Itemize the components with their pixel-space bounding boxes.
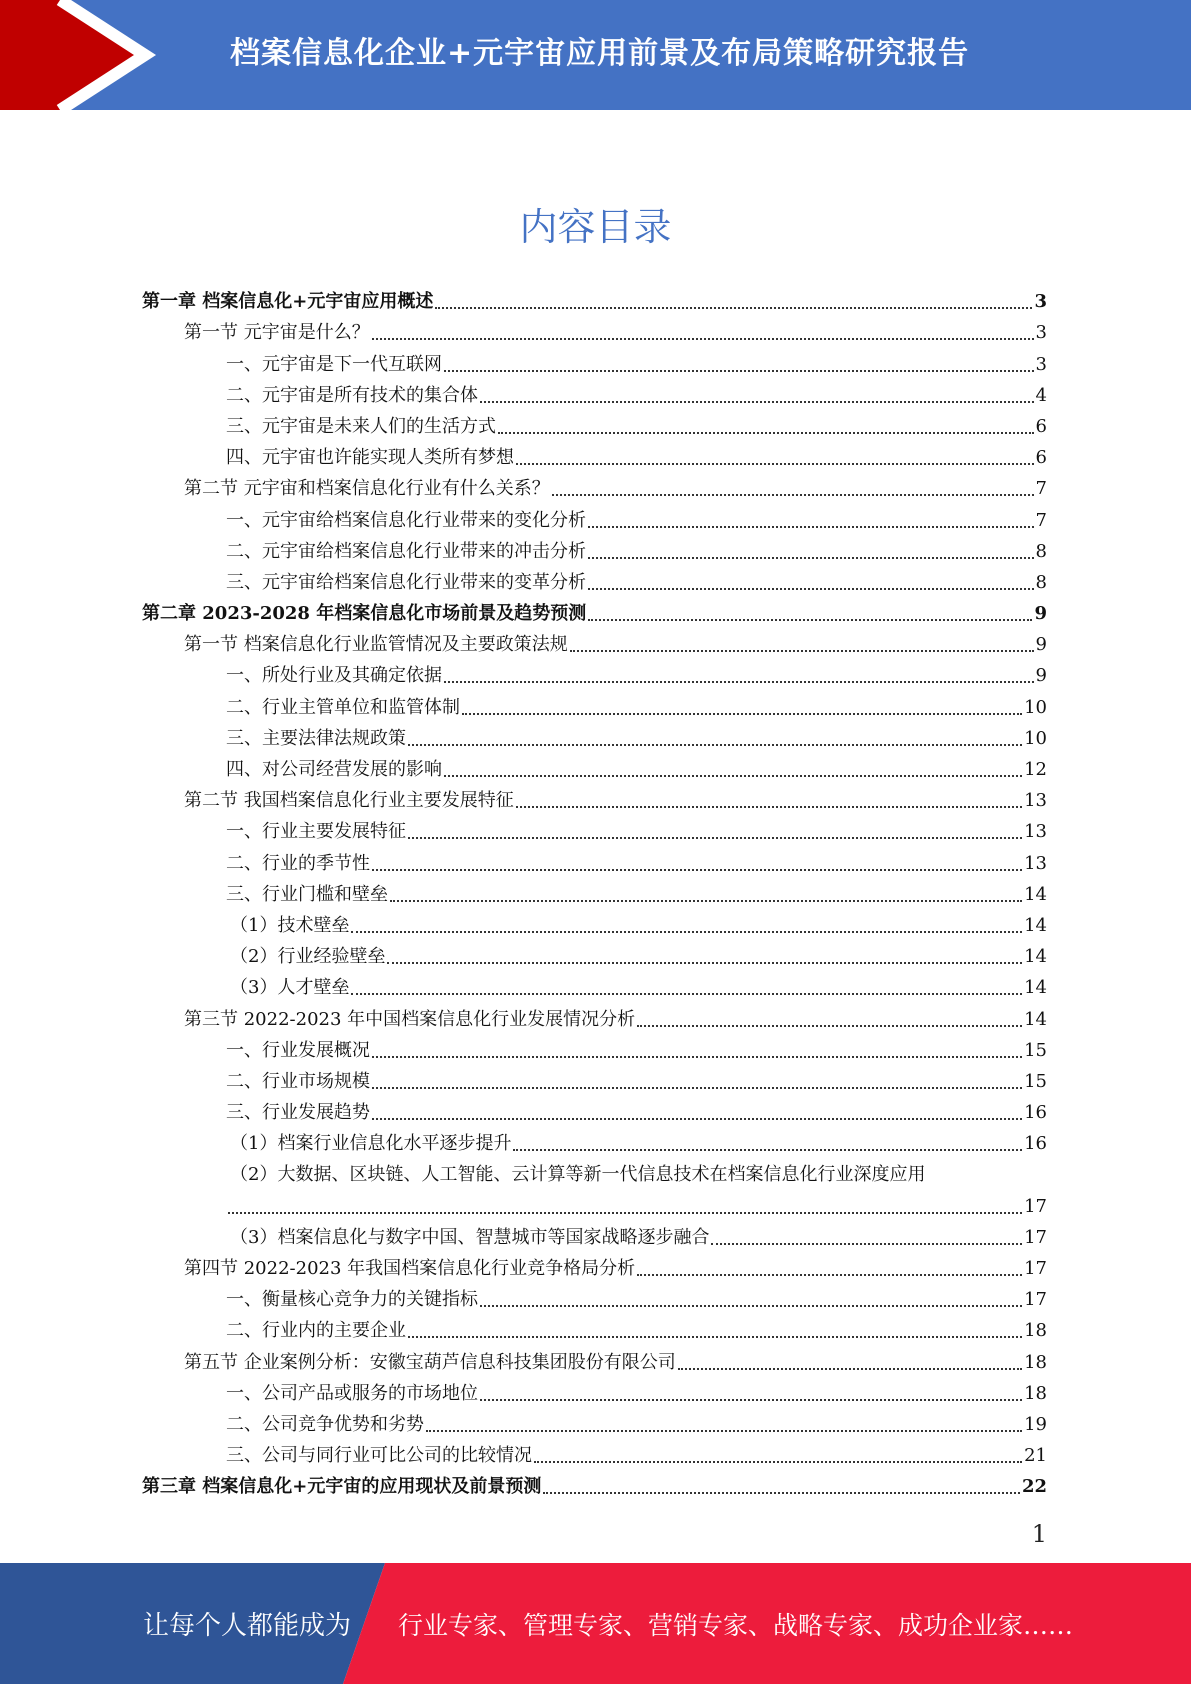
toc-entry-label: 三、公司与同行业可比公司的比较情况 [226, 1445, 532, 1467]
toc-entry-page: 9 [1034, 603, 1047, 625]
toc-entry-page: 19 [1024, 1413, 1047, 1435]
toc-dot-leader [588, 556, 1034, 559]
toc-entry-page: 15 [1024, 1070, 1047, 1092]
toc-entry-page: 14 [1024, 977, 1047, 999]
toc-entry-page: 14 [1024, 1008, 1047, 1030]
toc-entry-page: 21 [1024, 1445, 1047, 1467]
toc-entry[interactable] [142, 688, 1047, 719]
toc-entry[interactable] [142, 1312, 1047, 1343]
toc-entry-label: 第四节 2022-2023 年我国档案信息化行业竞争格局分析 [184, 1258, 636, 1279]
toc-entry[interactable] [142, 1156, 1047, 1187]
toc-entry[interactable] [142, 1187, 1047, 1218]
toc-entry-page: 7 [1035, 478, 1047, 500]
toc-entry[interactable] [142, 876, 1047, 907]
toc-entry-page: 3 [1035, 322, 1047, 344]
toc-entry[interactable] [142, 782, 1047, 813]
toc-entry-page: 18 [1024, 1351, 1047, 1373]
toc-dot-leader [444, 680, 1034, 683]
toc-entry[interactable] [142, 907, 1047, 938]
toc-entry-label: 二、行业的季节性 [226, 852, 370, 874]
toc-entry-label: 一、所处行业及其确定依据 [226, 665, 442, 687]
toc-dot-leader [534, 1460, 1022, 1463]
toc-entry-page: 16 [1024, 1102, 1047, 1124]
toc-dot-leader [351, 992, 1022, 995]
toc-entry-label: （2）大数据、区块链、人工智能、云计算等新一代信息技术在档案信息化行业深度应用 [230, 1164, 926, 1186]
toc-dot-leader [588, 525, 1034, 528]
toc-entry[interactable] [142, 533, 1047, 564]
toc-entry[interactable] [142, 969, 1047, 1000]
toc-entry[interactable] [142, 470, 1047, 501]
toc-dot-leader [480, 1398, 1022, 1401]
toc-dot-leader [435, 306, 1032, 309]
toc-entry[interactable] [142, 1032, 1047, 1063]
toc-entry-page: 14 [1024, 883, 1047, 905]
toc-dot-leader [426, 1429, 1022, 1432]
toc-entry-label: 一、元宇宙给档案信息化行业带来的变化分析 [226, 509, 586, 531]
toc-entry-page: 13 [1024, 852, 1047, 874]
toc-dot-leader [552, 493, 1034, 496]
toc-entry-label: 第二章 2023-2028 年档案信息化市场前景及趋势预测 [142, 603, 587, 625]
toc-dot-leader [570, 649, 1034, 652]
toc-entry-label: 第一章 档案信息化+元宇宙应用概述 [142, 291, 434, 313]
toc-entry-label: 三、主要法律法规政策 [226, 727, 406, 749]
toc-dot-leader [480, 1304, 1022, 1307]
toc-dot-leader [444, 774, 1022, 777]
toc-entry-page: 4 [1035, 384, 1047, 406]
toc-entry-label: 二、行业内的主要企业 [226, 1320, 406, 1342]
toc-entry-label: 三、元宇宙给档案信息化行业带来的变革分析 [226, 571, 586, 593]
toc-entry-label: 四、对公司经营发展的影响 [226, 759, 442, 780]
toc-entry-label: 一、行业发展概况 [226, 1039, 370, 1061]
toc-entry-label: 一、行业主要发展特征 [226, 821, 406, 843]
toc-entry-page: 10 [1024, 696, 1047, 718]
toc-dot-leader [480, 400, 1034, 403]
toc-entry-label: 第五节 企业案例分析：安徽宝葫芦信息科技集团股份有限公司 [184, 1351, 676, 1373]
toc-dot-leader [516, 805, 1022, 808]
toc-entry-label: 第三章 档案信息化+元宇宙的应用现状及前景预测 [142, 1476, 542, 1498]
toc-entry[interactable] [142, 657, 1047, 688]
toc-entry-label: 三、行业发展趋势 [226, 1102, 370, 1124]
toc-entry[interactable] [142, 1281, 1047, 1312]
toc-entry-page: 22 [1021, 1476, 1047, 1498]
toc-entry-label: 四、元宇宙也许能实现人类所有梦想 [226, 447, 514, 469]
footer-slogan-left: 让每个人都能成为 [143, 1611, 352, 1641]
toc-entry-page: 8 [1035, 571, 1047, 593]
toc-entry[interactable] [142, 1125, 1047, 1156]
toc-dot-leader [390, 899, 1022, 902]
toc-entry-page: 14 [1024, 914, 1047, 936]
toc-entry[interactable] [142, 595, 1047, 626]
toc-entry-page: 14 [1024, 946, 1047, 968]
toc-entry[interactable] [142, 626, 1047, 657]
toc-entry[interactable] [142, 813, 1047, 844]
toc-entry[interactable] [142, 314, 1047, 345]
report-header [0, 0, 1191, 110]
report-title: 档案信息化企业+元宇宙应用前景及布局策略研究报告 [230, 36, 970, 71]
toc-entry-label: 第二节 元宇宙和档案信息化行业有什么关系？ [184, 478, 550, 500]
toc-dot-leader [678, 1367, 1022, 1370]
toc-entry[interactable] [142, 1094, 1047, 1125]
toc-entry-label: 第一节 元宇宙是什么？ [184, 322, 370, 344]
toc-dot-leader [372, 1055, 1022, 1058]
toc-entry[interactable] [142, 1250, 1047, 1281]
toc-entry-page: 18 [1024, 1320, 1047, 1342]
toc-dot-leader [372, 1117, 1022, 1120]
toc-entry-label: 三、行业门槛和壁垒 [226, 883, 388, 905]
toc-dot-leader [498, 431, 1034, 434]
toc-entry[interactable] [142, 501, 1047, 532]
toc-entry[interactable] [142, 1468, 1047, 1499]
toc-entry[interactable] [142, 1375, 1047, 1406]
toc-entry-label: （3）档案信息化与数字中国、智慧城市等国家战略逐步融合 [230, 1226, 710, 1248]
toc-dot-leader [927, 1181, 1045, 1182]
toc-entry-label: 第一节 档案信息化行业监管情况及主要政策法规 [184, 634, 568, 656]
report-footer [0, 1563, 1191, 1684]
toc-entry-label: 三、元宇宙是未来人们的生活方式 [226, 415, 496, 437]
toc-dot-leader [588, 618, 1032, 621]
toc-dot-leader [387, 961, 1022, 964]
toc-entry[interactable] [142, 345, 1047, 376]
toc-dot-leader [372, 868, 1022, 871]
toc-dot-leader [711, 1242, 1022, 1245]
page-number: 1 [1031, 1520, 1047, 1548]
toc-entry-label: 第二节 我国档案信息化行业主要发展特征 [184, 790, 514, 812]
toc-entry-page: 18 [1024, 1382, 1047, 1404]
table-of-contents [142, 283, 1047, 1499]
toc-entry[interactable] [142, 439, 1047, 470]
toc-dot-leader [462, 712, 1022, 715]
toc-entry-page: 9 [1035, 665, 1047, 687]
toc-entry-page: 6 [1035, 415, 1047, 437]
toc-dot-leader [543, 1491, 1020, 1494]
toc-dot-leader [228, 1211, 1022, 1214]
toc-dot-leader [408, 1335, 1022, 1338]
toc-entry-page: 10 [1024, 727, 1047, 749]
toc-entry-label: 第三节 2022-2023 年中国档案信息化行业发展情况分析 [184, 1008, 636, 1030]
toc-entry[interactable] [142, 283, 1047, 314]
toc-entry-label: 二、公司竞争优势和劣势 [226, 1413, 424, 1435]
toc-entry[interactable] [142, 751, 1047, 782]
toc-entry-page: 6 [1035, 447, 1047, 469]
toc-entry[interactable] [142, 1343, 1047, 1374]
toc-entry-label: 一、衡量核心竞争力的关键指标 [226, 1289, 478, 1311]
toc-entry[interactable] [142, 720, 1047, 751]
toc-entry-label: （1）技术壁垒 [230, 914, 350, 936]
toc-entry-page: 8 [1035, 540, 1047, 562]
toc-entry-page: 17 [1024, 1195, 1047, 1217]
toc-entry-page: 3 [1035, 353, 1047, 375]
toc-dot-leader [408, 836, 1022, 839]
toc-entry[interactable] [142, 1437, 1047, 1468]
toc-dot-leader [516, 462, 1034, 465]
toc-dot-leader [372, 337, 1034, 340]
toc-entry[interactable] [142, 1000, 1047, 1031]
toc-entry[interactable] [142, 1063, 1047, 1094]
toc-entry[interactable] [142, 1406, 1047, 1437]
toc-entry[interactable] [142, 408, 1047, 439]
toc-entry-page: 17 [1024, 1258, 1047, 1279]
toc-dot-leader [637, 1273, 1022, 1276]
toc-dot-leader [588, 587, 1034, 590]
toc-entry-page: 16 [1024, 1133, 1047, 1155]
toc-dot-leader [351, 930, 1022, 933]
toc-entry-label: 一、元宇宙是下一代互联网 [226, 353, 442, 375]
toc-entry[interactable] [142, 564, 1047, 595]
toc-dot-leader [372, 1086, 1022, 1089]
toc-entry-page: 9 [1035, 634, 1047, 656]
toc-entry-label: 二、行业主管单位和监管体制 [226, 696, 460, 718]
footer-slogan-right: 行业专家、管理专家、营销专家、战略专家、成功企业家…… [398, 1611, 1074, 1640]
toc-entry-page: 12 [1024, 759, 1047, 780]
toc-entry[interactable] [142, 938, 1047, 969]
toc-entry-page: 13 [1024, 790, 1047, 812]
toc-entry-page: 17 [1024, 1289, 1047, 1311]
toc-entry-label: 一、公司产品或服务的市场地位 [226, 1382, 478, 1404]
toc-entry-page: 17 [1024, 1226, 1047, 1248]
toc-dot-leader [513, 1148, 1022, 1151]
toc-entry-label: 二、元宇宙是所有技术的集合体 [226, 384, 478, 406]
toc-dot-leader [444, 369, 1034, 372]
toc-entry-label: 二、元宇宙给档案信息化行业带来的冲击分析 [226, 540, 586, 562]
toc-entry[interactable] [142, 377, 1047, 408]
toc-entry-page: 7 [1035, 509, 1047, 531]
toc-entry-label: 二、行业市场规模 [226, 1070, 370, 1092]
toc-entry-page: 3 [1034, 291, 1047, 313]
toc-entry-page: 15 [1024, 1039, 1047, 1061]
toc-entry-label: （2）行业经验壁垒 [230, 946, 386, 968]
toc-entry[interactable] [142, 844, 1047, 875]
toc-entry-page: 13 [1024, 821, 1047, 843]
toc-dot-leader [637, 1024, 1022, 1027]
toc-entry-label: （3）人才壁垒 [230, 977, 350, 999]
toc-entry-label: （1）档案行业信息化水平逐步提升 [230, 1133, 512, 1155]
toc-entry[interactable] [142, 1219, 1047, 1250]
toc-heading: 内容目录 [519, 205, 672, 249]
toc-dot-leader [408, 743, 1022, 746]
